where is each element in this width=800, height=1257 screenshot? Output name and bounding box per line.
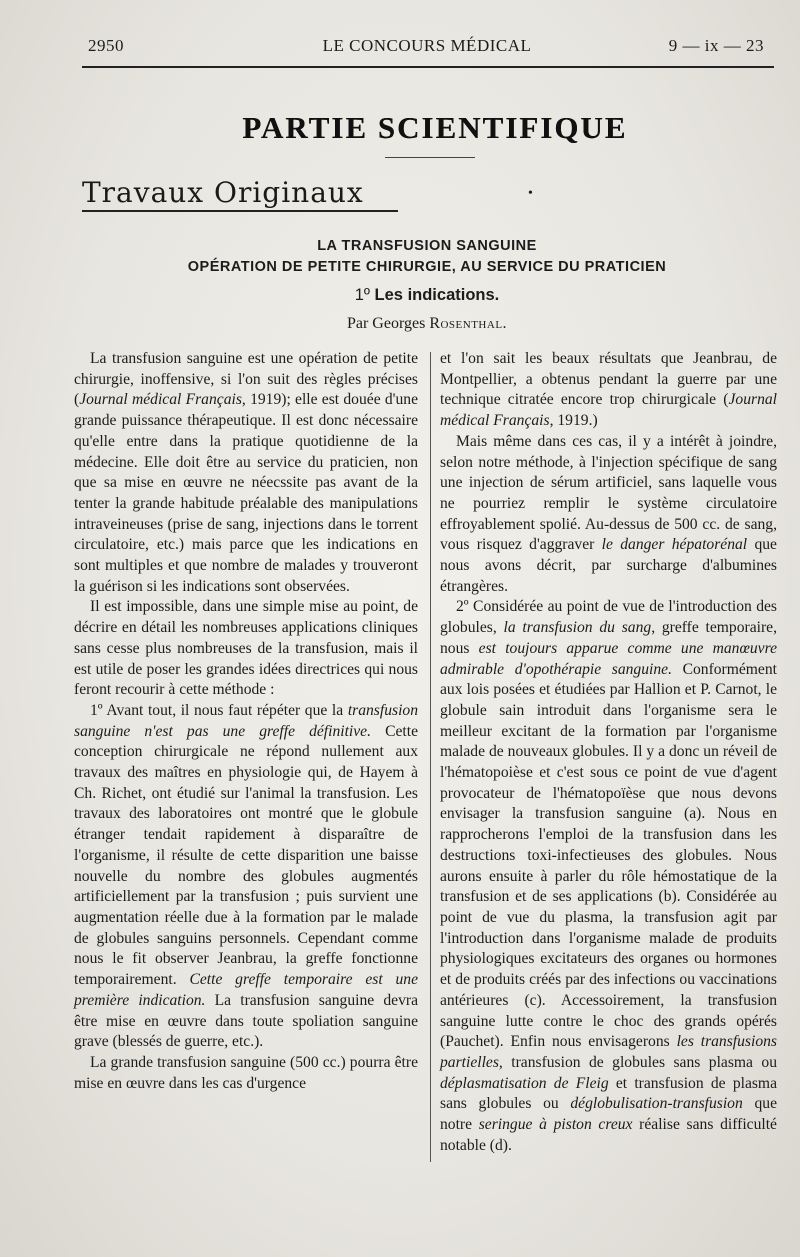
running-head (82, 36, 772, 62)
article-title-line1: LA TRANSFUSION SANGUINE (317, 238, 537, 254)
author-name: Rosenthal. (429, 315, 508, 332)
paragraph: La transfusion sanguine est une opération de petite chirurgie, inoffensive, si l'on suit des règles précises (Journal médical Français, 1919); elle est douée d'une grande puissance thérapeutique. Il est donc nécessaire qu'elle entre dans la pratique quotidienne de la médecine. Elle doit être au service du praticien, non que sa mise en œuvre ne néecssite pas avant de la tenter la grande habitude préalable des manipulations intraveineuses (prise de sang, injections dans le torrent circulatoire, etc.) mais parce que les indications en sont multiples et que nombre de malades y trouveront la guérison si les indications sont observées. (74, 350, 418, 595)
paragraph: et l'on sait les beaux résultats que Jeanbrau, de Montpellier, a obtenus pendant la guerre par une technique citratée encore trop chirurgicale (Journal médical Français, 1919.) (440, 350, 777, 430)
paragraph: Il est impossible, dans une simple mise au point, de décrire en détail les nombreuses applications cliniques sans cesse plus nombreuses de la transfusion, mais il est utile de poser les grandes idées directrices qui nous feront recourir à cette méthode : (74, 598, 418, 699)
article-title-line2: OPÉRATION DE PETITE CHIRURGIE, AU SERVICE DU PRATICIEN (187, 259, 667, 275)
article-subtitle (82, 286, 772, 305)
paragraph: 1º Avant tout, il nous faut répéter que la transfusion sanguine n'est pas une greffe définitive. Cette conception chirurgicale ne répond nullement aux travaux des maîtres en physiologie qui, de Hayem à Ch. Richet, ont étudié sur l'animal la transfusion. Les travaux des laboratoires ont montré que le globule étranger tendait rapidement à disparaître de l'organisme, il résulte de cette disparition une baisse nouvelle du nombre des globules augmentés artificiellement par la transfusion ; puis survient une augmentation réelle due à la formation par le malade de globules sanguins personnels. Cependant comme nous le fit observer Jeanbrau, la greffe fonctionne temporairement. Cette greffe temporaire est une première indication. La transfusion sanguine devra être mise en œuvre dans toute spoliation sanguine grave (blessés de guerre, etc.). (74, 701, 419, 1051)
paragraph: Mais même dans ces cas, il y a intérêt à joindre, selon notre méthode, à l'injection spécifique de sang une injection de sérum artificiel, sans laquelle vous ne pourriez remplir le système circulatoire effroyablement spolié. Au-dessus de 500 cc. de sang, vous risquez d'aggraver le danger hépatorénal que nous avons décrit, par surcharge d'albumines étrangères. (440, 432, 777, 595)
author-byline (82, 315, 772, 333)
journal-title: LE CONCOURS MÉDICAL (322, 36, 532, 55)
section-title-rule (82, 210, 398, 212)
page-number: 2950 (88, 36, 124, 55)
ornament-dot: • (528, 186, 533, 201)
paragraph: 2º Considérée au point de vue de l'introduction des globules, la transfusion du sang, greffe temporaire, nous est toujours apparue comme une manœuvre admirable d'opothérapie sanguine. Conformément aux lois posées et étudiées par Hallion et P. Carnot, le globule sain introduit dans l'organisme sera le meilleur excitant de la formation par l'organisme malade de nouveaux globules. Il y a donc un réveil de l'hématopoièse et c'est sous ce point de vue d'agent provocateur de l'hématopoïèse que nous devons envisager la transfusion sanguine (a). Nous en rapprocherons l'emploi de la transfusion dans les destructions toxi-infectieuses des globules. Nous aurons ensuite à parler du rôle hémostatique de la transfusion et de ses applications (b). Considérée au point de vue du plasma, la transfusion agit par l'introduction dans l'organisme malade de produits physiologiques excitateurs des organes ou hormones et de produits créés par des infections ou vaccinations antérieures (c). Accessoirement, la transfusion sanguine lutte contre le choc des grands opérés (Pauchet). Enfin nous envisagerons les transfusions partielles, transfusion de globules sans plasma ou déplasmatisation de Fleig et transfusion de plasma sans globules ou déglobulisation-transfusion que notre seringue à piston creux réalise sans difficulté notable (d). (440, 598, 778, 1154)
part-title-rule (385, 157, 475, 158)
citation: Journal médical Français (79, 391, 242, 409)
section-title: Travaux Originaux (82, 176, 364, 209)
left-column (74, 349, 418, 1094)
paragraph: La grande transfusion sanguine (500 cc.) pourra être mise en œuvre dans les cas d'urgence (74, 1053, 418, 1092)
citation: Journal médical Français (440, 391, 777, 430)
header-rule (82, 66, 774, 68)
subtitle-text: Les indications. (374, 286, 500, 304)
subtitle-number: 1º (354, 286, 370, 304)
article-title (82, 236, 772, 278)
column-divider (430, 352, 431, 1162)
issue-date: 9 — ix — 23 (668, 36, 764, 55)
right-column (440, 349, 777, 1156)
part-title: PARTIE SCIENTIFIQUE (242, 110, 628, 145)
author-prefix: Par Georges (346, 315, 426, 332)
